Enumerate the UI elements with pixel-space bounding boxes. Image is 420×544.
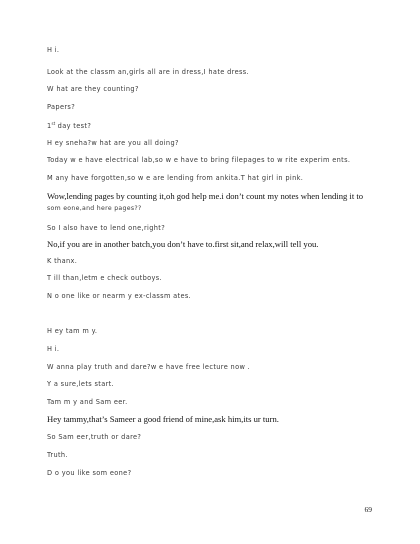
text-line: M any have forgotten,so w e are lending from ankita.T hat girl in pink. (47, 174, 304, 182)
text-line: H i. (47, 345, 60, 353)
ordinal-suffix: st (51, 121, 56, 126)
text-paragraph (47, 192, 377, 212)
text-line-continuation: som eone,and here pages?? (47, 204, 142, 212)
text-line: Y a sure,lets start. (47, 380, 115, 388)
text-line: No,if you are in another batch,you don’t have to.first sit,and relax,will tell you. (47, 239, 319, 249)
text-line: Wow,lending pages by counting it,oh god help me.i don’t count my notes when lending it to (47, 191, 364, 201)
text-line: So Sam eer,truth or dare? (47, 433, 142, 441)
text-line: Truth. (47, 451, 68, 459)
text-line: D o you like som eone? (47, 469, 132, 477)
text-line: T ill than,letm e check outboys. (47, 274, 162, 282)
page-number: 69 (364, 505, 372, 514)
text-line: H ey tam m y. (47, 327, 98, 335)
text-line: W anna play truth and dare?w e have free lecture now . (47, 363, 251, 371)
text-line: Today w e have electrical lab,so w e have to bring filepages to w rite experim ents. (47, 156, 351, 164)
text-line: Tam m y and Sam eer. (47, 398, 128, 406)
text-line: Hey tammy,that’s Sameer a good friend of mine,ask him,its ur turn. (47, 414, 279, 424)
text-line: Look at the classm an,girls all are in dress,I hate dress. (47, 68, 249, 76)
ordinal-number: 1 (47, 122, 52, 131)
text-line: N o one like or nearm y ex-classm ates. (47, 292, 192, 300)
text-line: day test? (57, 122, 92, 131)
text-line: H i. (47, 46, 60, 54)
text-line: H ey sneha?w hat are you all doing? (47, 139, 179, 147)
text-line: W hat are they counting? (47, 85, 139, 93)
text-line: Papers? (47, 103, 76, 111)
text-line: K thanx. (47, 257, 78, 265)
text-line: So I also have to lend one,right? (47, 224, 166, 232)
text-line-with-ordinal (47, 122, 91, 130)
